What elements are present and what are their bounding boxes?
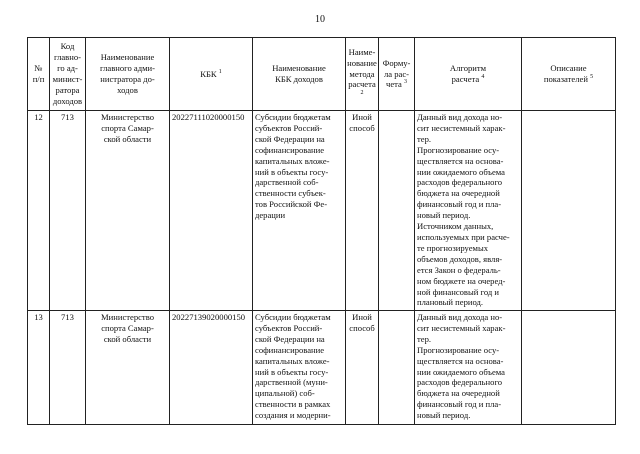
indicator-description: [522, 311, 616, 425]
calc-formula: [379, 111, 415, 311]
table-header-row: [28, 38, 616, 111]
header-admin-code: Код главно- го ад- минист- ратора доходов: [50, 38, 86, 111]
kbk-name: Субсидии бюджетам субъектов Россий- ской Федерации на софинансирование капитальных вложе- ний в объекты госу- дарственной соб- ственности субъек- тов Российской Фе- дерации: [253, 111, 346, 311]
page-number: 10: [315, 14, 325, 25]
row-number: 13: [28, 311, 50, 425]
calc-formula: [379, 311, 415, 425]
calc-method: Иной способ: [346, 111, 379, 311]
header-kbk: КБК $^1$: [170, 38, 253, 111]
header-kbk-name: Наименование КБК доходов: [253, 38, 346, 111]
admin-code: 713: [50, 311, 86, 425]
calc-algorithm: Данный вид дохода но- сит несистемный харак- тер. Прогнозирование осу- ществляется на основа- нии ожидаемого объема расходов федерального бюджета на очередной финансовый год и пла- новый период.: [415, 311, 522, 425]
header-calc-algorithm: Алгоритм расчета $^4$: [415, 38, 522, 111]
header-calc-formula: Форму- ла рас- чета $^3$: [379, 38, 415, 111]
header-admin-name: Наименование главного адми- нистратора до- ходов: [86, 38, 170, 111]
income-forecast-table: [27, 37, 616, 425]
row-number: 12: [28, 111, 50, 311]
table-row: [28, 311, 616, 425]
kbk-code: 20227111020000150: [170, 111, 253, 311]
kbk-name: Субсидии бюджетам субъектов Россий- ской Федерации на софинансирование капитальных вложе- ний в объекты госу- дарственной (муни- ципальной) соб- ственности в рамках создания и модерни-: [253, 311, 346, 425]
header-calc-method: Наиме- нование метода расчета $^2$: [346, 38, 379, 111]
admin-code: 713: [50, 111, 86, 311]
table-row: [28, 111, 616, 311]
admin-name: Министерство спорта Самар- ской области: [86, 111, 170, 311]
header-row-number: № п/п: [28, 38, 50, 111]
indicator-description: [522, 111, 616, 311]
kbk-code: 20227139020000150: [170, 311, 253, 425]
calc-method: Иной способ: [346, 311, 379, 425]
header-indicator-description: Описание показателей $^5$: [522, 38, 616, 111]
admin-name: Министерство спорта Самар- ской области: [86, 311, 170, 425]
calc-algorithm: Данный вид дохода но- сит несистемный харак- тер. Прогнозирование осу- ществляется на основа- нии ожидаемого объема расходов федерального бюджета на очередной финансовый год и пла- новый период. Источником данных, используемых при расче- те прогнозируемых объемов доходов, явля- ется Закон о федераль- ном бюджете на очеред- ной финансовый год и плановый период.: [415, 111, 522, 311]
